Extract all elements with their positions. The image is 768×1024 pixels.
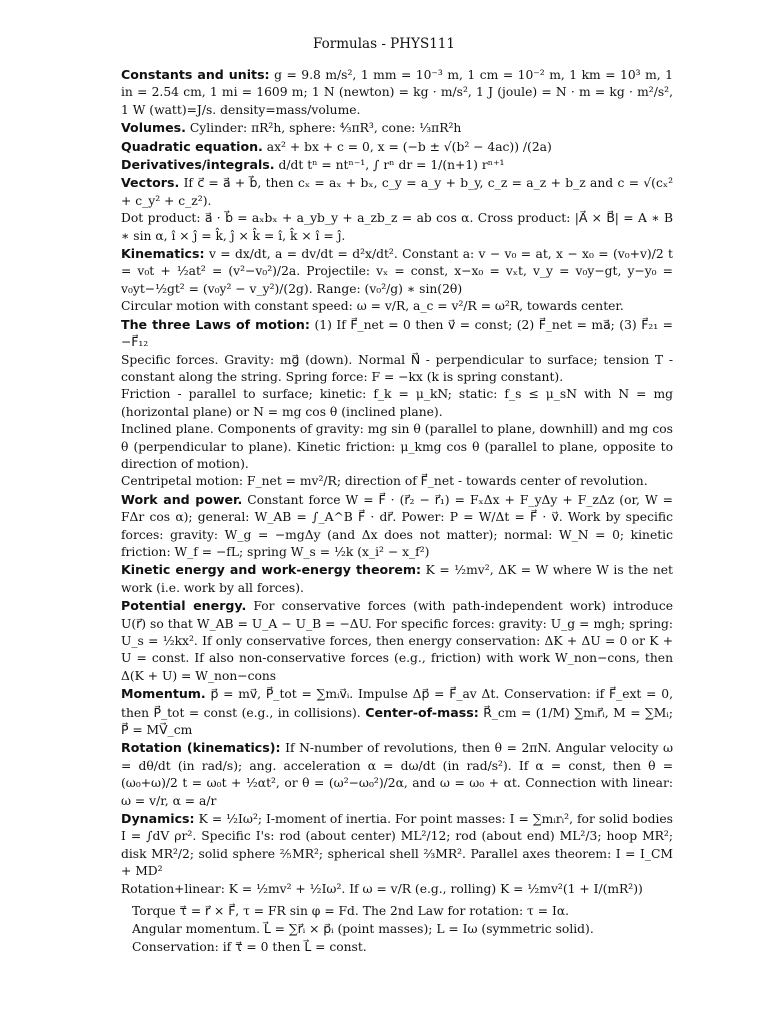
specific-forces-paragraph: Specific forces. Gravity: mg⃗ (down). Normal N⃗ - perpendicular to surface; tension T - constant along the string. Spring force: F = −kx (k is spring constant). (121, 352, 673, 384)
derivatives-heading: Derivatives/integrals. (121, 157, 275, 173)
constants-paragraph (121, 66, 673, 119)
quadratic-paragraph (121, 138, 673, 156)
kinetic-energy-heading: Kinetic energy and work-energy theorem: (121, 562, 422, 578)
dynamics-heading: Dynamics: (121, 811, 195, 827)
angular-momentum-paragraph: Angular momentum. L⃗ = ∑r⃗ᵢ × p⃗ᵢ (point masses); L = Iω (symmetric solid). Conservation: if τ⃗ = 0 then L⃗ = const. (132, 922, 594, 954)
kinematics-heading: Kinematics: (121, 246, 205, 262)
momentum-paragraph (121, 685, 673, 739)
derivatives-text: d/dt tⁿ = ntⁿ⁻¹, ∫ rⁿ dr = 1/(n+1) rⁿ⁺¹ (278, 158, 505, 173)
kinematics-text: v = dx/dt, a = dv/dt = d²x/dt². Constant a: v − v₀ = at, x − x₀ = (v₀+v)/2 t = v₀t + ½at² = (v²−v₀²)/2a. Projectile: vₓ = const, x−x₀ = vₓt, v_y = v₀y−gt, y−y₀ = v₀yt−½gt² = (v₀y² − v_y²)/(2g). Range: (v₀²/g) ∗ sin(2θ) (121, 247, 673, 296)
constants-text: g = 9.8 m/s², 1 mm = 10⁻³ m, 1 cm = 10⁻² m, 1 km = 10³ m, 1 in = 2.54 cm, 1 mi = 1609 m; 1 N (newton) = kg · m/s², 1 J (joule) = N · m = kg · m²/s², 1 W (watt)=J/s. density=mass/volume. (121, 68, 674, 117)
laws-heading: The three Laws of motion: (121, 316, 310, 332)
vectors-paragraph (121, 174, 673, 210)
dynamics-text: K = ½Iω²; I-moment of inertia. For point masses: I = ∑mᵢrᵢ², for solid bodies I = ∫dV ρr². Specific I's: rod (about center) ML²/12; rod (about end) ML²/3; hoop MR²; disk MR²/2; solid sphere ⅖MR²; spherical shell ⅔MR². Parallel axes theorem: I = I_CM + MD² (121, 812, 673, 879)
rotation-kinematics-text: If N-number of revolutions, then θ = 2πN. Angular velocity ω = dθ/dt (in rad/s); ang. acceleration α = dω/dt (in rad/s²). If α = const, then θ = (ω₀+ω)/2 t = ω₀t + ½αt², or θ = (ω²−ω₀²)/2α, and ω = ω₀ + αt. Connection with linear: ω = v/r, α = a/r (121, 741, 673, 808)
volumes-heading: Volumes. (121, 120, 186, 136)
rotation-kinematics-heading: Rotation (kinematics): (121, 740, 281, 756)
page-title: Formulas - PHYS111 (313, 36, 455, 52)
kinetic-energy-paragraph (121, 561, 673, 597)
formula-content (121, 66, 673, 898)
torque-paragraph: Torque τ⃗ = r⃗ × F⃗, τ = FR sin φ = Fd. The 2nd Law for rotation: τ = Iα. (132, 904, 570, 918)
rotation-linear-paragraph: Rotation+linear: K = ½mv² + ½Iω². If ω = v/R (e.g., rolling) K = ½mv²(1 + I/(mR²)) (121, 881, 643, 896)
work-heading: Work and power. (121, 491, 243, 507)
circular-motion-paragraph: Circular motion with constant speed: ω = v/R, a_c = v²/R = ω²R, towards center. (121, 299, 624, 314)
vectors-heading: Vectors. (121, 175, 180, 191)
friction-paragraph: Friction - parallel to surface; kinetic: f_k = μ_kN; static: f_s ≤ μ_sN with N = mg (horizontal plane) or N = mg cos θ (inclined plane). (121, 387, 673, 419)
center-of-mass-heading: Center-of-mass: (365, 704, 479, 720)
inclined-plane-paragraph: Inclined plane. Components of gravity: mg sin θ (parallel to plane, downhill) and mg cos θ (perpendicular to plane). Kinetic friction: μ_kmg cos θ (parallel to plane, opposite to direction of motion). (121, 422, 673, 471)
center-of-mass-text: R⃗_cm = (1/M) ∑mᵢr⃗ᵢ, M = ∑Mᵢ; P⃗ = MV⃗_cm (121, 705, 673, 738)
momentum-text: p⃗ = mv⃗, P⃗_tot = ∑mᵢv⃗ᵢ. Impulse Δp⃗ = F⃗_av Δt. Conservation: if F⃗_ext = 0, then P⃗_tot = const (e.g., in collisions). (121, 687, 673, 720)
potential-energy-paragraph (121, 597, 673, 685)
derivatives-paragraph (121, 156, 673, 174)
laws-text: (1) If F⃗_net = 0 then v⃗ = const; (2) F⃗_net = ma⃗; (3) F⃗₂₁ = −F⃗₁₂ (121, 317, 673, 350)
work-paragraph (121, 491, 673, 562)
volumes-text: Cylinder: πR²h, sphere: ⁴⁄₃πR³, cone: ⅓πR²h (189, 121, 462, 136)
potential-energy-heading: Potential energy. (121, 598, 247, 614)
dot-cross-paragraph: Dot product: a⃗ · b⃗ = aₓbₓ + a_yb_y + a_zb_z = ab cos α. Cross product: |A⃗ × B⃗| = A ∗ B ∗ sin α, î × ĵ = k̂, ĵ × k̂ = î, k̂ × î = ĵ. (121, 211, 673, 243)
quadratic-heading: Quadratic equation. (121, 138, 263, 154)
volumes-paragraph (121, 119, 673, 137)
kinetic-energy-text: K = ½mv², ΔK = W where W is the net work (i.e. work by all forces). (121, 563, 673, 595)
dynamics-paragraph (121, 810, 673, 881)
vectors-text: If c⃗ = a⃗ + b⃗, then cₓ = aₓ + bₓ, c_y = a_y + b_y, c_z = a_z + b_z and c = √(cₓ² + c_y² + c_z²). (121, 176, 673, 208)
work-text: Constant force W = F⃗ · (r⃗₂ − r⃗₁) = FₓΔx + F_yΔy + F_zΔz (or, W = FΔr cos α); general: W_AB = ∫_A^B F⃗ · dr⃗. Power: P = W/Δt = F⃗ · v⃗. Work by specific forces: gravity: W_g = −mgΔy (and Δx does not matter); normal: W_N = 0; kinetic friction: W_f = −fL; spring W_s = ½k (x_i² − x_f²) (121, 492, 673, 559)
kinematics-paragraph (121, 245, 673, 298)
potential-energy-text: For conservative forces (with path-independent work) introduce U(r⃗) so that W_AB = U_A − U_B = −ΔU. For specific forces: gravity: U_g = mgh; spring: U_s = ½kx². If only conservative forces, then energy conservation: ΔK + ΔU = 0 or K + U = const. If also non-conservative forces (e.g., friction) with work W_non−cons, then Δ(K + U) = W_non−cons (121, 599, 673, 683)
centripetal-paragraph: Centripetal motion: F_net = mv²/R; direction of F⃗_net - towards center of revolution. (121, 474, 648, 489)
constants-heading: Constants and units: (121, 67, 270, 82)
torque-section (132, 902, 672, 956)
quadratic-text: ax² + bx + c = 0, x = (−b ± √(b² − 4ac)) /(2a) (266, 139, 552, 154)
rotation-kinematics-paragraph (121, 739, 673, 810)
momentum-heading: Momentum. (121, 686, 206, 702)
laws-paragraph (121, 316, 673, 352)
